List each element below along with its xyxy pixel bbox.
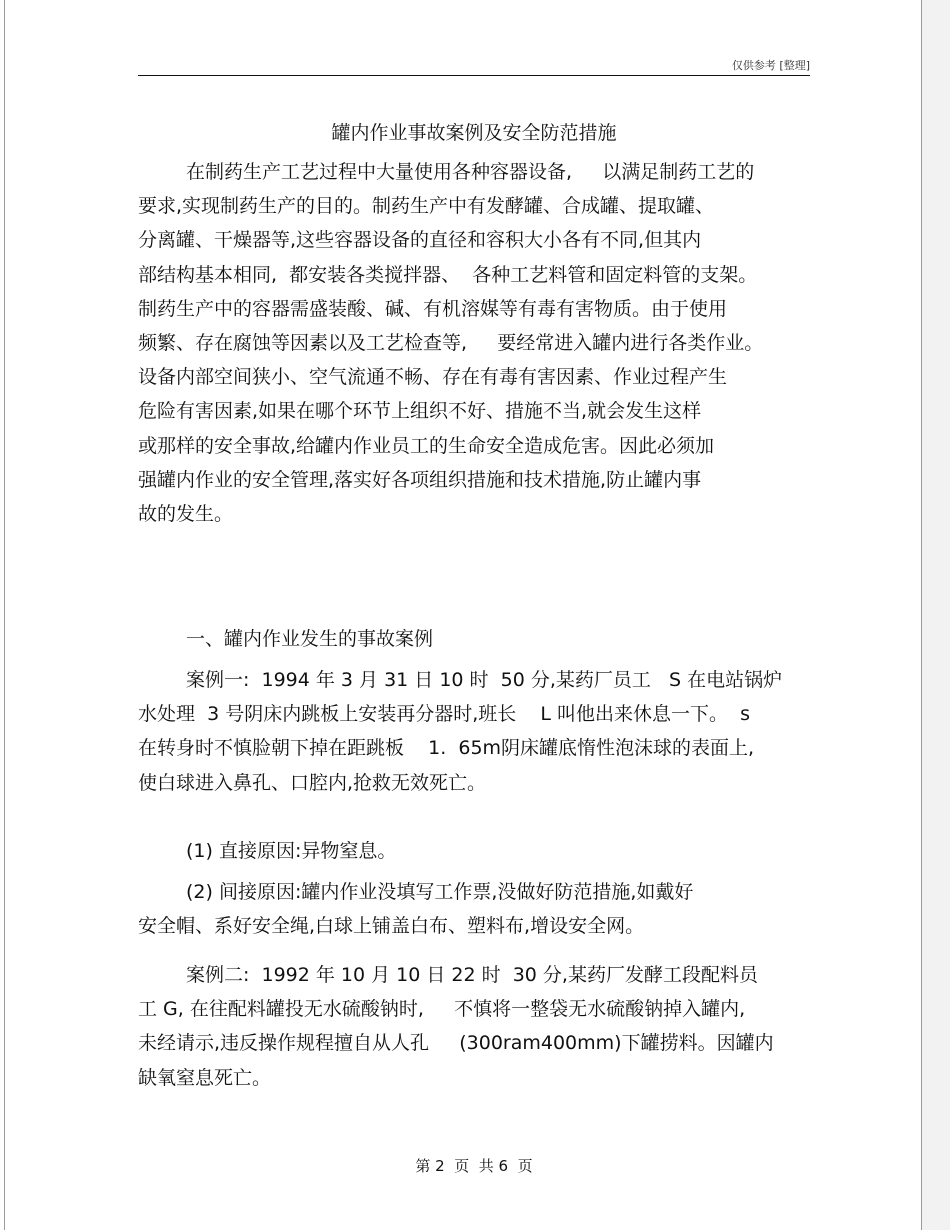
text-line: 分离罐、干燥器等,这些容器设备的直径和容积大小各有不同,但其内 — [138, 229, 702, 252]
text-line: 使白球进入鼻孔、口腔内,抢救无效死亡。 — [138, 771, 487, 794]
header-rule — [138, 75, 810, 76]
text-line: 在制药生产工艺过程中大量使用各种容器设备, 以满足制药工艺的 — [186, 161, 755, 183]
text-line: 设备内部空间狭小、空气流通不畅、存在有毒有害因素、作业过程产生 — [138, 366, 728, 389]
text-line: 在转身时不慎脸朝下掉在距跳板 1. 65m阴床罐底惰性泡沫球的表面上, — [138, 737, 755, 760]
case1-paragraph — [138, 663, 818, 800]
text-line: 案例二: 1992 年 10 月 10 日 22 时 30 分,某药厂发酵工段配料员 — [186, 964, 758, 986]
text-line: 制药生产中的容器需盛装酸、碱、有机溶媒等有毒有害物质。由于使用 — [138, 297, 728, 320]
text-line: 故的发生。 — [138, 502, 234, 525]
text-line: 或那样的安全事故,给罐内作业员工的生命安全造成危害。因此必须加 — [138, 434, 715, 457]
text-line: 要求,实现制药生产的目的。制药生产中有发酵罐、合成罐、提取罐、 — [138, 195, 715, 218]
page-gutter — [922, 0, 950, 1230]
text-line: 案例一: 1994 年 3 月 31 日 10 时 50 分,某药厂员工 S 在电站锅炉 — [186, 669, 783, 691]
text-line: 缺氧窒息死亡。 — [138, 1066, 272, 1089]
header-note: 仅供参考 [整理] — [731, 59, 810, 72]
text-line: 危险有害因素,如果在哪个环节上组织不好、措施不当,就会发生这样 — [138, 400, 702, 423]
text-line: (2) 间接原因:罐内作业没填写工作票,没做好防范措施,如戴好 — [186, 881, 694, 903]
direct-cause-line: (1) 直接原因:异物窒息。 — [186, 840, 397, 862]
case2-paragraph — [138, 958, 818, 1095]
text-line: 频繁、存在腐蚀等因素以及工艺检查等, 要经常进入罐内进行各类作业。 — [138, 331, 764, 354]
text-line: 安全帽、系好安全绳,白球上铺盖白布、塑料布,增设安全网。 — [138, 915, 645, 938]
text-line: 工 G, 在往配料罐投无水硫酸钠时, 不慎将一整袋无水硫酸钠掉入罐内, — [138, 998, 746, 1021]
page-footer: 第 2 页 共 6 页 — [415, 1157, 533, 1175]
section-heading: 一、罐内作业发生的事故案例 — [186, 628, 434, 650]
text-line: 未经请示,违反操作规程擅自从人孔 (300ram400mm)下罐捞料。因罐内 — [138, 1032, 774, 1055]
text-line: 水处理 3 号阴床内跳板上安装再分器时,班长 L 叫他出来休息一下。 s — [138, 703, 751, 726]
text-line: 强罐内作业的安全管理,落实好各项组织措施和技术措施,防止罐内事 — [138, 468, 702, 491]
text-line: 部结构基本相同, 都安装各类搅拌器、 各种工艺料管和固定料管的支架。 — [138, 263, 758, 286]
page-border-left — [4, 0, 5, 1230]
intro-paragraph — [138, 155, 818, 531]
document-title: 罐内作业事故案例及安全防范措施 — [331, 122, 617, 144]
indirect-cause-paragraph — [138, 875, 818, 943]
